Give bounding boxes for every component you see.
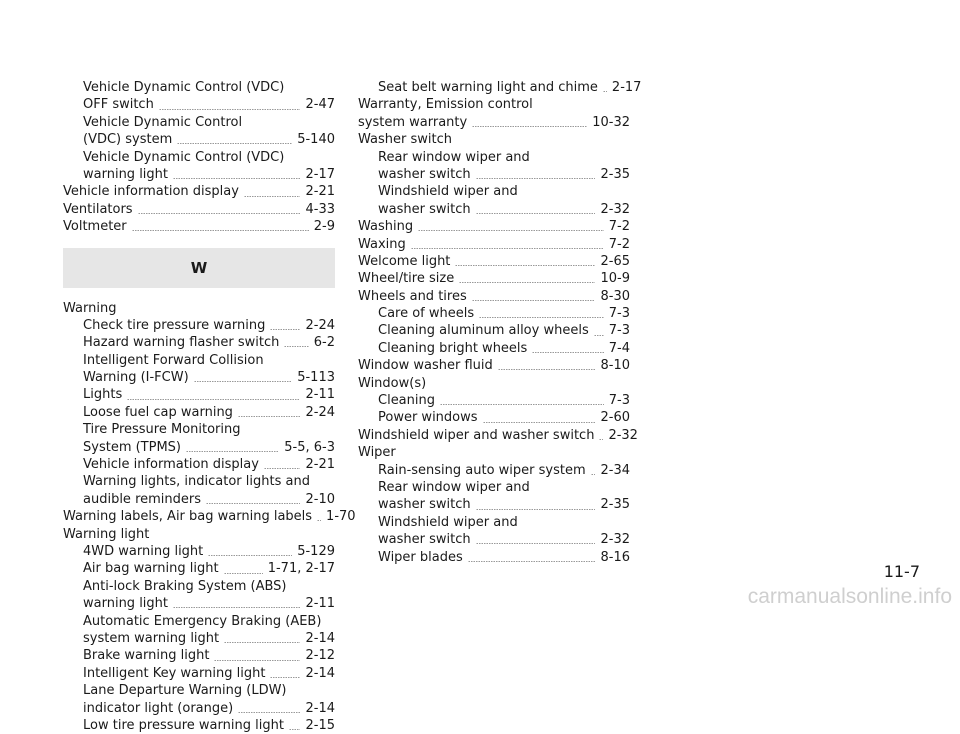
index-subentry xyxy=(63,317,335,334)
leader-dots xyxy=(476,543,596,544)
entry-text: warning light xyxy=(83,166,169,182)
leader-dots xyxy=(603,91,607,92)
entry-page-ref: 2-14 xyxy=(305,665,335,681)
index-subentry xyxy=(358,166,630,183)
index-subentry xyxy=(358,531,630,548)
index-subentry xyxy=(63,700,335,717)
entry-page-ref: 7-4 xyxy=(608,340,630,356)
entry-page-ref: 8-16 xyxy=(600,549,630,565)
index-entry xyxy=(358,427,638,444)
entry-text: Windshield wiper and washer switch xyxy=(358,427,595,443)
section-header xyxy=(63,248,335,288)
entry-text: Rain-sensing auto wiper system xyxy=(378,462,586,478)
index-entry xyxy=(358,288,630,305)
index-subentry xyxy=(63,595,335,612)
entry-text: Intelligent Forward Collision xyxy=(83,352,264,368)
index-subentry xyxy=(63,630,335,647)
index-subentry xyxy=(358,409,630,426)
entry-text: Warning labels, Air bag warning labels xyxy=(63,509,313,525)
leader-dots xyxy=(418,230,604,231)
leader-dots xyxy=(208,555,292,556)
entry-text: Wheels and tires xyxy=(358,288,467,304)
section-letter: W xyxy=(190,258,208,277)
entry-page-ref: 2-34 xyxy=(600,462,630,478)
entry-text: Cleaning xyxy=(378,393,435,409)
entry-page-ref: 2-14 xyxy=(305,700,335,716)
entry-text: Warning light xyxy=(63,526,150,542)
entry-text: OFF switch xyxy=(83,97,154,113)
entry-text: Care of wheels xyxy=(378,306,475,322)
leader-dots xyxy=(591,474,596,475)
index-entry xyxy=(358,270,630,287)
index-subentry xyxy=(63,613,335,630)
index-subentry xyxy=(63,560,335,577)
entry-page-ref: 10-32 xyxy=(592,114,630,130)
entry-page-ref: 7-2 xyxy=(608,219,630,235)
entry-page-ref: 7-3 xyxy=(608,306,630,322)
entry-page-ref: 5-140 xyxy=(297,132,335,148)
index-subentry xyxy=(63,149,335,166)
leader-dots xyxy=(270,677,300,678)
index-entry xyxy=(358,96,630,113)
entry-text: system warning light xyxy=(83,630,220,646)
index-subentry xyxy=(358,322,630,339)
entry-text: Rear window wiper and xyxy=(378,149,530,165)
leader-dots xyxy=(599,439,603,440)
entry-page-ref: 5-113 xyxy=(297,370,335,386)
entry-page-ref: 2-14 xyxy=(305,630,335,646)
entry-text: (VDC) system xyxy=(83,132,173,148)
entry-text: Welcome light xyxy=(358,253,451,269)
entry-text: Cleaning bright wheels xyxy=(378,340,528,356)
index-subentry xyxy=(63,578,335,595)
entry-page-ref: 2-60 xyxy=(600,410,630,426)
leader-dots xyxy=(159,109,301,110)
index-column-left xyxy=(63,79,356,734)
entry-text: Warning lights, indicator lights and xyxy=(83,474,310,490)
page-number: 11-7 xyxy=(883,562,920,581)
entry-text: Vehicle Dynamic Control (VDC) xyxy=(83,80,285,95)
entry-text: Intelligent Key warning light xyxy=(83,665,266,681)
entry-page-ref: 2-21 xyxy=(305,184,335,200)
index-entry xyxy=(358,375,630,392)
leader-dots xyxy=(472,300,596,301)
entry-text: Warranty, Emission control xyxy=(358,97,533,113)
watermark: carmanualsonline.info xyxy=(747,585,952,608)
index-entry xyxy=(358,236,630,253)
entry-text: Cleaning aluminum alloy wheels xyxy=(378,323,589,339)
leader-dots xyxy=(459,282,595,283)
entry-page-ref: 2-17 xyxy=(305,166,335,182)
index-entry xyxy=(63,508,356,525)
entry-page-ref: 2-12 xyxy=(305,648,335,664)
index-entry xyxy=(358,218,630,235)
entry-text: Air bag warning light xyxy=(83,561,219,577)
leader-dots xyxy=(173,607,300,608)
entry-page-ref: 2-35 xyxy=(600,166,630,182)
index-entry xyxy=(63,183,335,200)
entry-text: Lane Departure Warning (LDW) xyxy=(83,683,287,699)
entry-text: Warning (I-FCW) xyxy=(83,370,189,386)
entry-page-ref: 2-24 xyxy=(305,317,335,333)
leader-dots xyxy=(289,729,301,730)
index-subentry xyxy=(63,439,335,456)
leader-dots xyxy=(132,230,309,231)
leader-dots xyxy=(244,196,301,197)
index-subentry xyxy=(63,682,335,699)
leader-dots xyxy=(238,712,300,713)
index-subentry xyxy=(63,665,335,682)
index-subentry xyxy=(63,647,335,664)
entry-text: Tire Pressure Monitoring xyxy=(83,422,241,438)
entry-page-ref: 2-32 xyxy=(600,201,630,217)
index-subentry xyxy=(63,131,335,148)
entry-page-ref: 6-2 xyxy=(313,335,335,351)
leader-dots xyxy=(455,265,595,266)
entry-text: Check tire pressure warning xyxy=(83,317,266,333)
index-entry xyxy=(358,357,630,374)
leader-dots xyxy=(483,422,596,423)
entry-text: Warning xyxy=(63,300,117,316)
index-entry xyxy=(358,253,630,270)
entry-text: washer switch xyxy=(378,201,471,217)
leader-dots xyxy=(468,561,596,562)
entry-text: Brake warning light xyxy=(83,648,210,664)
index-subentry xyxy=(358,183,630,200)
entry-text: Rear window wiper and xyxy=(378,479,530,495)
leader-dots xyxy=(476,213,596,214)
index-entry xyxy=(63,201,335,218)
index-subentry xyxy=(358,149,630,166)
index-subentry xyxy=(358,496,630,513)
entry-text: Windshield wiper and xyxy=(378,514,518,530)
entry-text: Anti-lock Braking System (ABS) xyxy=(83,578,287,594)
entry-page-ref: 2-17 xyxy=(611,80,642,95)
entry-text: Washing xyxy=(358,219,414,235)
leader-dots xyxy=(238,416,301,417)
entry-text: Hazard warning flasher switch xyxy=(83,335,280,351)
index-entry xyxy=(358,131,630,148)
index-entry xyxy=(358,114,630,131)
leader-dots xyxy=(206,503,300,504)
entry-page-ref: 2-11 xyxy=(305,596,335,612)
entry-page-ref: 5-5, 6-3 xyxy=(284,439,335,455)
entry-text: Waxing xyxy=(358,236,406,252)
index-entry xyxy=(63,218,335,235)
index-subentry xyxy=(358,340,630,357)
entry-text: Vehicle information display xyxy=(63,184,239,200)
leader-dots xyxy=(317,520,321,521)
index-subentry xyxy=(63,543,335,560)
leader-dots xyxy=(138,213,301,214)
entry-page-ref: 1-70 xyxy=(326,509,356,525)
leader-dots xyxy=(270,329,300,330)
leader-dots xyxy=(472,126,587,127)
entry-page-ref: 2-32 xyxy=(608,427,638,443)
index-subentry xyxy=(358,305,630,322)
index-subentry xyxy=(358,514,630,531)
entry-text: Lights xyxy=(83,387,123,403)
entry-text: Seat belt warning light and chime xyxy=(378,80,598,95)
index-subentry xyxy=(63,114,335,131)
index-subentry xyxy=(358,392,630,409)
index-subentry xyxy=(63,473,335,490)
leader-dots xyxy=(186,451,279,452)
entry-text: System (TPMS) xyxy=(83,439,182,455)
entry-text: Vehicle information display xyxy=(83,457,259,473)
entry-page-ref: 1-71, 2-17 xyxy=(267,561,335,577)
entry-text: Wheel/tire size xyxy=(358,271,455,287)
entry-page-ref: 2-9 xyxy=(313,219,335,235)
entry-text: washer switch xyxy=(378,166,471,182)
index-entry xyxy=(63,526,335,543)
leader-dots xyxy=(594,335,604,336)
leader-dots xyxy=(177,143,292,144)
index-subentry xyxy=(358,549,630,566)
index-subentry xyxy=(358,79,642,96)
entry-text: system warranty xyxy=(358,114,468,130)
entry-text: Washer switch xyxy=(358,132,452,148)
leader-dots xyxy=(476,509,596,510)
index-subentry xyxy=(63,717,335,734)
entry-page-ref: 2-32 xyxy=(600,532,630,548)
index-subentry xyxy=(63,421,335,438)
index-subentry xyxy=(63,334,335,351)
entry-page-ref: 2-47 xyxy=(305,97,335,113)
entry-text: Voltmeter xyxy=(63,219,127,235)
entry-text: indicator light (orange) xyxy=(83,700,234,716)
leader-dots xyxy=(127,399,300,400)
index-subentry xyxy=(358,201,630,218)
leader-dots xyxy=(173,178,300,179)
entry-page-ref: 7-2 xyxy=(608,236,630,252)
index-subentry xyxy=(63,491,335,508)
index-subentry xyxy=(63,352,335,369)
entry-page-ref: 2-15 xyxy=(305,717,335,733)
leader-dots xyxy=(264,468,301,469)
entry-page-ref: 2-65 xyxy=(600,253,630,269)
leader-dots xyxy=(532,352,603,353)
leader-dots xyxy=(476,178,596,179)
leader-dots xyxy=(214,660,300,661)
index-subentry xyxy=(63,96,335,113)
entry-text: Wiper blades xyxy=(378,549,463,565)
leader-dots xyxy=(411,248,604,249)
entry-page-ref: 2-21 xyxy=(305,457,335,473)
leader-dots xyxy=(224,573,263,574)
entry-text: warning light xyxy=(83,596,169,612)
entry-text: audible reminders xyxy=(83,491,202,507)
entry-page-ref: 8-10 xyxy=(600,358,630,374)
leader-dots xyxy=(498,369,596,370)
entry-page-ref: 4-33 xyxy=(305,201,335,217)
entry-page-ref: 2-11 xyxy=(305,387,335,403)
leader-dots xyxy=(440,404,604,405)
index-subentry xyxy=(63,166,335,183)
index-subentry xyxy=(358,479,630,496)
entry-page-ref: 2-35 xyxy=(600,497,630,513)
index-subentry xyxy=(358,462,630,479)
entry-text: Wiper xyxy=(358,445,396,461)
entry-text: Low tire pressure warning light xyxy=(83,717,284,733)
index-subentry xyxy=(63,456,335,473)
entry-text: Power windows xyxy=(378,410,478,426)
index-entry xyxy=(63,300,335,317)
leader-dots xyxy=(479,317,604,318)
entry-page-ref: 7-3 xyxy=(608,393,630,409)
index-entry xyxy=(358,444,630,461)
entry-page-ref: 7-3 xyxy=(608,323,630,339)
entry-text: washer switch xyxy=(378,497,471,513)
entry-text: washer switch xyxy=(378,532,471,548)
entry-text: Ventilators xyxy=(63,201,133,217)
entry-page-ref: 2-10 xyxy=(305,491,335,507)
entry-page-ref: 2-24 xyxy=(305,404,335,420)
entry-text: Loose fuel cap warning xyxy=(83,404,233,420)
entry-text: Vehicle Dynamic Control xyxy=(83,114,243,130)
index-subentry xyxy=(63,404,335,421)
entry-text: Windshield wiper and xyxy=(378,184,518,200)
entry-text: 4WD warning light xyxy=(83,543,204,559)
entry-page-ref: 10-9 xyxy=(600,271,630,287)
entry-page-ref: 8-30 xyxy=(600,288,630,304)
index-subentry xyxy=(63,386,335,403)
entry-text: Vehicle Dynamic Control (VDC) xyxy=(83,149,285,165)
leader-dots xyxy=(194,381,293,382)
leader-dots xyxy=(224,642,300,643)
entry-page-ref: 5-129 xyxy=(297,543,335,559)
index-subentry xyxy=(63,369,335,386)
index-subentry xyxy=(63,79,335,96)
index-column-right xyxy=(358,79,642,566)
entry-text: Automatic Emergency Braking (AEB) xyxy=(83,613,322,629)
leader-dots xyxy=(284,346,308,347)
entry-text: Window(s) xyxy=(358,375,427,391)
entry-text: Window washer fluid xyxy=(358,358,493,374)
